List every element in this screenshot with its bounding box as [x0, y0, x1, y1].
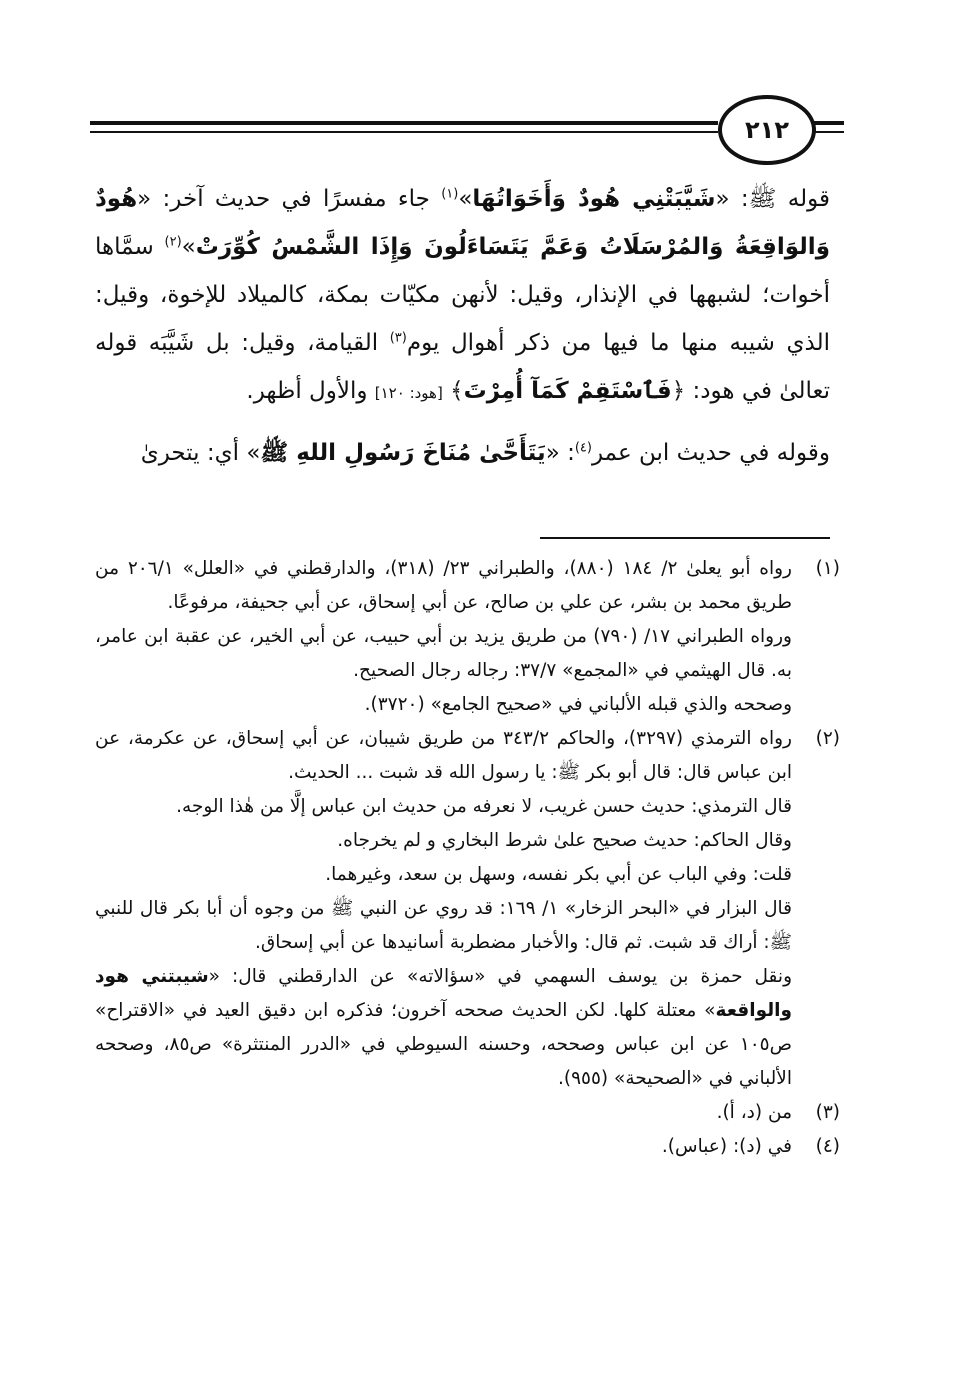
main-text	[95, 175, 830, 477]
footnote-line	[95, 960, 792, 1096]
footnote-number: (٤)	[815, 1136, 840, 1157]
text-span: » معتلة كلها. لكن الحديث صححه آخرون؛ فذكره ابن دقيق العيد في «الاقتراح» ص١٠٥ عن ابن عباس وصححه، وحسنه السيوطي في «الدرر المنتثرة» ص٨٥، وصححه الألباني في «الصحيحة» (٩٥٥).	[95, 1000, 792, 1089]
quran-verse: فَٱسْتَقِمْ كَمَآ أُمِرْتَ	[463, 378, 672, 404]
hadith-quote: شَيَّبَتْنِي هُودٌ وَأَخَوَاتُهَا	[472, 186, 716, 212]
footnote-4	[95, 1130, 840, 1164]
footnote-2	[95, 722, 840, 1096]
footnote-line: ورواه الطبراني ١٧/ (٧٩٠) من طريق يزيد بن أبي حبيب، عن أبي الخير، عن عقبة ابن عامر، به. قال الهيثمي في «المجمع» ٣٧/٧: رجاله رجال الصحيح.	[95, 626, 792, 681]
text-span: » أي: يتحرىٰ	[140, 440, 261, 466]
footnote-3	[95, 1096, 840, 1130]
text-span: القيامة، وقيل: بل شَيَّبَه قوله تعالىٰ في هود: ﴿	[95, 330, 830, 404]
page-number: ٢١٢	[718, 95, 816, 165]
hadith-quote: يَتَأَحَّىٰ مُنَاخَ رَسُولِ اللهِ ﷺ	[260, 440, 546, 466]
footnote-marker: (٢)	[164, 234, 182, 250]
main-paragraph	[95, 429, 830, 477]
text-span: والأول أظهر.	[246, 378, 375, 404]
text-span: قوله ﷺ: «	[715, 186, 830, 212]
footnotes	[95, 552, 840, 1164]
footnote-number: (١)	[815, 558, 840, 579]
verse-reference: [هود: ١٢٠]	[374, 384, 443, 402]
footnote-body	[95, 552, 792, 722]
footnote-number: (٢)	[815, 728, 840, 749]
text-span: ﴾	[442, 378, 464, 404]
footnote-marker: (١)	[441, 186, 459, 202]
text-span: ونقل حمزة بن يوسف السهمي في «سؤالاته» عن الدارقطني قال: «	[208, 966, 792, 987]
footnote-body	[95, 1096, 792, 1130]
text-span: »	[181, 234, 196, 260]
footnote-number: (٣)	[815, 1102, 840, 1123]
text-span: وقوله في حديث ابن عمر	[591, 440, 830, 466]
header-rule	[90, 121, 718, 125]
footnote-line: من (د، أ).	[716, 1102, 792, 1123]
footnote-line: وصححه والذي قبله الألباني في «صحيح الجامع» (٣٧٢٠).	[364, 694, 792, 715]
text-span: »	[458, 186, 473, 212]
header-rule	[90, 131, 718, 133]
footnote-separator	[540, 537, 830, 539]
footnote-line: قال البزار في «البحر الزخار» ١/ ١٦٩: قد روي عن النبي ﷺ من وجوه أن أبا بكر قال للنبي ﷺ: أراك قد شبت. ثم قال: والأخبار مضطربة أسانيدها عن أبي إسحاق.	[95, 898, 792, 953]
text-span: جاء مفسرًا في حديث آخر: «	[137, 186, 442, 212]
footnote-marker: (٣)	[389, 330, 407, 346]
header-rule	[814, 131, 844, 133]
footnote-line: وقال الحاكم: حديث صحيح علىٰ شرط البخاري و لم يخرجاه.	[337, 830, 792, 851]
footnote-body	[95, 1130, 792, 1164]
main-paragraph	[95, 175, 830, 417]
text-span: سمَّاها أخوات؛ لشبهها في الإنذار، وقيل: لأنهن مكيّات بمكة، كالميلاد للإخوة، وقيل: الذي شيبه منها ما فيها من ذكر أهوال يوم	[95, 234, 830, 356]
hadith-quote: هُودٌ وَالوَاقِعَةُ وَالمُرْسَلَاتُ وَعَمَّ يَتَسَاءَلُونَ وَإِذَا الشَّمْسُ كُوِّرَتْ	[95, 186, 830, 260]
footnote-marker: (٤)	[574, 440, 592, 456]
text-span: : «	[545, 440, 575, 466]
footnote-line: في (د): (عباس).	[661, 1136, 792, 1157]
footnote-line: قال الترمذي: حديث حسن غريب، لا نعرفه من حديث ابن عباس إلَّا من هٰذا الوجه.	[176, 796, 792, 817]
footnote-body	[95, 722, 792, 1096]
footnote-line: رواه الترمذي (٣٢٩٧)، والحاكم ٣٤٣/٢ من طريق شيبان، عن أبي إسحاق، عن عكرمة، عن ابن عباس قال: قال أبو بكر ﷺ: يا رسول الله قد شبت ... الحديث.	[95, 728, 792, 783]
footnote-1	[95, 552, 840, 722]
header-rule	[814, 121, 844, 125]
footnote-line: رواه أبو يعلىٰ ٢/ ١٨٤ (٨٨٠)، والطبراني ٢٣/ (٣١٨)، والدارقطني في «العلل» ٢٠٦/١ من طريق محمد بن بشر، عن علي بن صالح، عن أبي إسحاق، عن أبي جحيفة، مرفوعًا.	[95, 558, 792, 613]
page-header	[90, 95, 850, 165]
bold-quote: شيبتني هود والواقعة	[95, 966, 792, 1021]
footnote-line: قلت: وفي الباب عن أبي بكر نفسه، وسهل بن سعد، وغيرهما.	[325, 864, 792, 885]
